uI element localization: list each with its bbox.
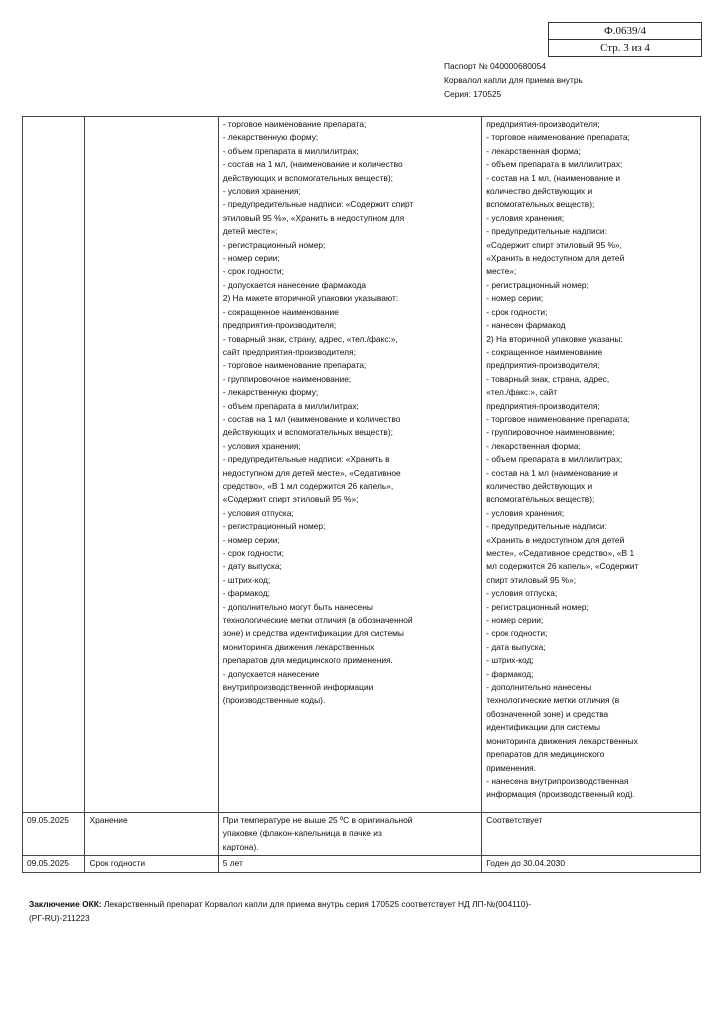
result-line: - лекарственная форма; <box>486 440 581 451</box>
result-line: месте»; <box>486 266 517 277</box>
requirement-line: зоне) и средства идентификации для системы <box>222 628 404 639</box>
result-line: - фармакод; <box>486 668 534 679</box>
result-line: - торговое наименование препарата; <box>486 413 630 424</box>
indicator-cell <box>85 117 218 813</box>
requirement-line: - объем препарата в миллилитрах; <box>222 400 359 411</box>
requirement-line: - регистрационный номер; <box>222 521 326 532</box>
result-line: «Содержит спирт этиловый 95 %», <box>486 239 622 250</box>
result-line: - дата выпуска; <box>486 641 546 652</box>
storage-requirement <box>218 813 481 856</box>
result-line: - состав на 1 мл, (наименование и <box>486 172 621 183</box>
result-line: - сокращенное наименование <box>486 346 603 357</box>
requirement-line: недоступном для детей месте», «Седативное <box>222 467 401 478</box>
result-line: «Хранить в недоступном для детей <box>486 253 625 264</box>
requirement-line: - группировочное наименование; <box>222 373 352 384</box>
result-line: спирт этиловый 95 %»; <box>486 574 577 585</box>
result-line: - условия отпуска; <box>486 588 558 599</box>
result-line: - срок годности; <box>486 306 548 317</box>
requirement-line: - штрих-код; <box>222 574 271 585</box>
result-line: «Хранить в недоступном для детей <box>486 534 625 545</box>
requirement-line: - номер серии; <box>222 534 280 545</box>
requirement-line: - товарный знак, страну, адрес, «тел./факс:», <box>222 333 398 344</box>
requirement-line: мониторинга движения лекарственных <box>222 641 375 652</box>
table-row-storage <box>23 813 701 856</box>
requirement-line: - номер серии; <box>222 253 280 264</box>
requirement-line: - объем препарата в миллилитрах; <box>222 145 359 156</box>
result-line: - объем препарата в миллилитрах; <box>486 454 623 465</box>
result-line: - условия хранения; <box>486 507 565 518</box>
requirement-line: препаратов для медицинского применения. <box>222 655 393 666</box>
storage-requirement-line: При температуре не выше 25 ºС в оригинальной <box>222 815 413 825</box>
result-line: - регистрационный номер; <box>486 279 589 290</box>
result-cell <box>482 117 701 813</box>
requirement-line: - дополнительно могут быть нанесены <box>222 601 373 612</box>
page-number: Стр. 3 из 4 <box>549 39 701 56</box>
result-line: месте», «Седативное средство», «В 1 <box>486 548 635 558</box>
requirement-line: средство», «В 1 мл содержится 26 капель», <box>222 480 394 491</box>
result-line: 2) На вторичной упаковке указаны: <box>486 333 623 344</box>
requirement-line: - состав на 1 мл, (наименование и количество <box>222 159 403 170</box>
passport-number: Паспорт № 040000680054 <box>444 61 546 71</box>
requirement-line: - срок годности; <box>222 266 284 277</box>
result-line: - группировочное наименование; <box>486 427 615 438</box>
quality-table <box>22 116 701 873</box>
result-line: - штрих-код; <box>486 655 534 666</box>
result-line: - дополнительно нанесены <box>486 682 592 693</box>
storage-requirement-line: упаковке (флакон-капельница в пачке из <box>222 828 382 839</box>
requirement-line: - фармакод; <box>222 588 270 599</box>
shelf-life-date: 09.05.2025 <box>23 856 85 872</box>
result-line: - товарный знак, страна, адрес, <box>486 373 610 384</box>
requirement-line: - условия хранения; <box>222 440 301 451</box>
result-line: - предупредительные надписи: <box>486 521 607 532</box>
storage-requirement-line: картона). <box>222 841 259 852</box>
table-row-continuation <box>23 117 701 813</box>
requirement-line: 2) На макете вторичной упаковки указывают: <box>222 293 399 304</box>
requirement-line: - допускается нанесение <box>222 668 320 679</box>
passport-product: Корвалол капли для приема внутрь <box>444 75 583 85</box>
requirement-line: - торговое наименование препарата; <box>222 360 367 371</box>
result-line: мониторинга движения лекарственных <box>486 735 638 746</box>
requirement-line: - срок годности; <box>222 548 284 558</box>
result-line: информация (производственный код). <box>486 789 635 800</box>
shelf-life-result: Годен до 30.04.2030 <box>482 856 701 872</box>
table-row-shelf-life <box>23 856 701 872</box>
result-line: - регистрационный номер; <box>486 601 589 612</box>
conclusion <box>29 897 669 925</box>
result-line: - лекарственная форма; <box>486 145 581 156</box>
passport-header <box>444 59 583 101</box>
result-line: применения. <box>486 762 537 773</box>
result-line: - торговое наименование препарата; <box>486 132 630 143</box>
requirement-line: предприятия-производителя; <box>222 320 337 331</box>
requirement-line: - лекарственную форму; <box>222 387 319 398</box>
result-line: - предупредительные надписи: <box>486 226 607 237</box>
result-line: предприятия-производителя; <box>486 400 600 411</box>
result-line: - объем препарата в миллилитрах; <box>486 159 623 170</box>
result-line: - срок годности; <box>486 628 548 639</box>
result-line: вспомогательных веществ); <box>486 494 595 505</box>
requirement-line: действующих и вспомогательных веществ); <box>222 172 393 183</box>
requirement-line: сайт предприятия-производителя; <box>222 346 356 357</box>
result-line: - состав на 1 мл (наименование и <box>486 467 618 478</box>
requirement-line: внутрипроизводственной информации <box>222 682 374 693</box>
storage-result: Соответствует <box>482 813 701 856</box>
date-cell <box>23 117 85 813</box>
result-line: количество действующих и <box>486 480 593 491</box>
result-line: «тел./факс:», сайт <box>486 387 558 398</box>
result-line: мл содержится 26 капель», «Содержит <box>486 561 639 572</box>
conclusion-text: Лекарственный препарат Корвалол капли для приема внутрь серия 170525 соответствует НД ЛП-№(004110)- <box>101 899 532 909</box>
requirement-line: - торговое наименование препарата; <box>222 119 367 129</box>
requirement-line: - условия хранения; <box>222 186 301 197</box>
requirement-line: (производственные коды). <box>222 695 326 706</box>
conclusion-label: Заключение ОКК: <box>29 899 102 909</box>
result-line: предприятия-производителя; <box>486 119 600 129</box>
requirement-line: - лекарственную форму; <box>222 132 319 143</box>
conclusion-text-cont: (РГ-RU)-211223 <box>29 913 90 923</box>
result-line: предприятия-производителя; <box>486 360 600 371</box>
requirement-line: детей месте»; <box>222 226 278 237</box>
result-line: технологические метки отличия (в <box>486 695 620 706</box>
requirement-line: действующих и вспомогательных веществ); <box>222 427 393 438</box>
result-line: - номер серии; <box>486 615 544 626</box>
requirement-line: - регистрационный номер; <box>222 239 326 250</box>
requirement-line: - допускается нанесение фармакода <box>222 279 367 290</box>
storage-indicator: Хранение <box>85 813 218 856</box>
requirement-cell <box>218 117 481 813</box>
requirement-line: - сокращенное наименование <box>222 306 339 317</box>
requirement-line: - условия отпуска; <box>222 507 294 518</box>
result-line: препаратов для медицинского <box>486 749 605 760</box>
result-line: вспомогательных веществ); <box>486 199 595 210</box>
requirement-line: этиловый 95 %», «Хранить в недоступном для <box>222 212 405 223</box>
requirement-line: - дату выпуска; <box>222 561 282 572</box>
storage-date: 09.05.2025 <box>23 813 85 856</box>
result-line: - нанесен фармакод <box>486 320 566 331</box>
requirement-line: - предупредительные надписи: «Хранить в <box>222 454 390 465</box>
shelf-life-requirement: 5 лет <box>218 856 481 872</box>
passport-series: Серия: 170525 <box>444 89 502 99</box>
requirement-line: «Содержит спирт этиловый 95 %»; <box>222 494 359 505</box>
result-line: - нанесена внутрипроизводственная <box>486 775 629 786</box>
form-code: Ф.0639/4 <box>604 25 646 37</box>
requirement-line: технологические метки отличия (в обозначенной <box>222 615 413 626</box>
result-line: обозначенной зоне) и средства <box>486 708 609 719</box>
result-line: - номер серии; <box>486 293 544 304</box>
result-line: количество действующих и <box>486 186 593 197</box>
requirement-line: - состав на 1 мл (наименование и количество <box>222 413 401 424</box>
form-code-box <box>548 22 702 57</box>
shelf-life-indicator: Срок годности <box>85 856 218 872</box>
result-line: идентификации для системы <box>486 722 601 733</box>
result-line: - условия хранения; <box>486 212 565 223</box>
requirement-line: - предупредительные надписи: «Содержит спирт <box>222 199 414 210</box>
